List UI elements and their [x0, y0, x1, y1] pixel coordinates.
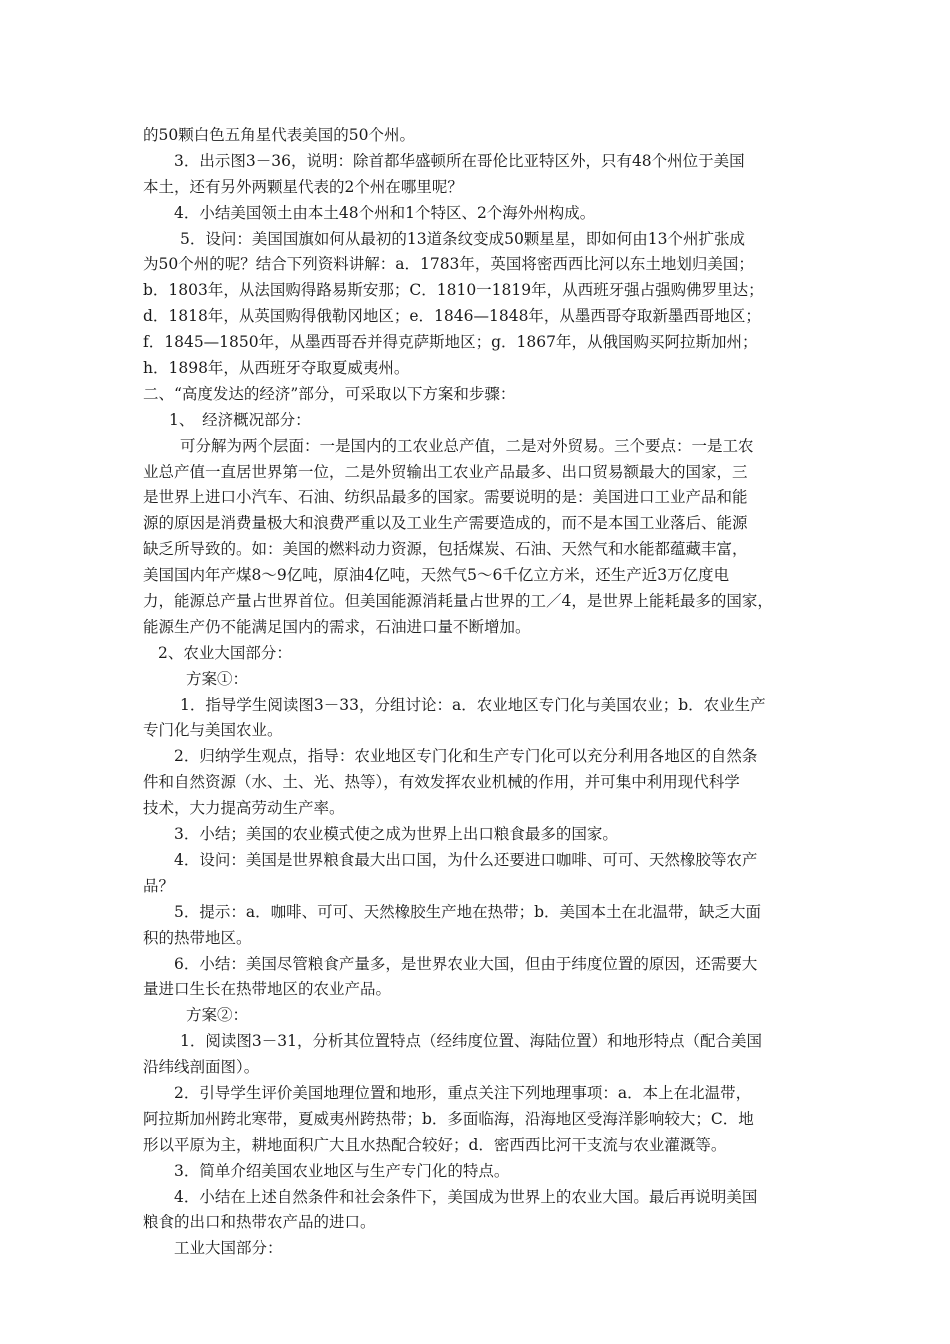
text-line: h．1898年，从西班牙夺取夏威夷州。	[143, 359, 410, 378]
text-line: 源的原因是消费量极大和浪费严重以及工业生产需要造成的，而不是本国工业落后、能源	[143, 514, 748, 533]
text-line: 1．阅读图3－31，分析其位置特点（经纬度位置、海陆位置）和地形特点（配合美国	[180, 1032, 762, 1051]
text-line: 量进口生长在热带地区的农业产品。	[143, 980, 392, 999]
text-line: 方案②：	[186, 1006, 249, 1025]
text-line: 沿纬线剖面图）。	[143, 1058, 260, 1077]
text-line: 2．归纳学生观点，指导：农业地区专门化和生产专门化可以充分利用各地区的自然条	[174, 747, 758, 766]
text-line: 件和自然资源（水、土、光、热等），有效发挥农业机械的作用，并可集中利用现代科学	[143, 773, 740, 792]
text-line: 可分解为两个层面：一是国内的工农业总产值，二是对外贸易。三个要点：一是工农	[180, 436, 754, 455]
text-line: f．1845—1850年，从墨西哥吞并得克萨斯地区；g．1867年，从俄国购买阿拉斯加州；	[143, 333, 758, 352]
text-line: 的50颗白色五角星代表美国的50个州。	[143, 126, 415, 144]
text-line: 能源生产仍不能满足国内的需求，石油进口量不断增加。	[143, 617, 531, 636]
document-body	[143, 123, 823, 1262]
text-line: 专门化与美国农业。	[143, 721, 283, 740]
text-line: 为50个州的呢？结合下列资料讲解：a．1783年，英国将密西西比河以东土地划归美国；	[143, 255, 754, 274]
text-line: 粮食的出口和热带农产品的进口。	[143, 1213, 376, 1232]
text-line: 2、农业大国部分：	[158, 643, 292, 662]
text-line: 方案①：	[186, 669, 249, 688]
text-line: 3．小结；美国的农业模式使之成为世界上出口粮食最多的国家。	[174, 825, 618, 844]
text-line: 力，能源总产量占世界首位。但美国能源消耗量占世界的工／4，是世界上能耗最多的国家，	[143, 592, 773, 611]
text-line: 缺乏所导致的。如：美国的燃料动力资源，包括煤炭、石油、天然气和水能都蕴藏丰富，	[143, 540, 748, 559]
text-line: 4．设问：美国是世界粮食最大出口国，为什么还要进口咖啡、可可、天然橡胶等农产	[174, 850, 758, 869]
text-line: 二、“高度发达的经济”部分，可采取以下方案和步骤：	[143, 384, 516, 403]
text-line: b．1803年，从法国购得路易斯安那；C．1810一1819年，从西班牙强占强购佛罗里达；	[143, 281, 764, 300]
text-line: 品？	[143, 876, 175, 895]
text-line: 5．设问：美国国旗如何从最初的13道条纹变成50颗星星，即如何由13个州扩张成	[180, 229, 746, 248]
text-line: 3．简单介绍美国农业地区与生产专门化的特点。	[174, 1161, 510, 1180]
text-line: 本土，还有另外两颗星代表的2个州在哪里呢？	[143, 177, 463, 196]
text-line: 是世界上进口小汽车、石油、纺织品最多的国家。需要说明的是：美国进口工业产品和能	[143, 488, 748, 507]
text-line: 阿拉斯加州跨北寒带，夏威夷州跨热带；b．多面临海，沿海地区受海洋影响较大；C．地	[143, 1109, 754, 1128]
text-line: 积的热带地区。	[143, 928, 252, 947]
text-line: 2．引导学生评价美国地理位置和地形，重点关注下列地理事项：a．本上在北温带，	[174, 1083, 752, 1102]
text-line: 3．出示图3－36，说明：除首都华盛顿所在哥伦比亚特区外，只有48个州位于美国	[174, 151, 745, 170]
text-line: 技术，大力提高劳动生产率。	[143, 799, 345, 818]
text-line: 工业大国部分：	[174, 1239, 283, 1258]
text-line: 4．小结在上述自然条件和社会条件下，美国成为世界上的农业大国。最后再说明美国	[174, 1187, 758, 1206]
text-line: 5．提示：a．咖啡、可可、天然橡胶生产地在热带；b．美国本土在北温带，缺乏大面	[174, 902, 762, 921]
text-line: 1．指导学生阅读图3－33，分组讨论：a．农业地区专门化与美国农业；b．农业生产	[180, 695, 766, 714]
text-line: 业总产值一直居世界第一位，二是外贸输出工农业产品最多、出口贸易额最大的国家，三	[143, 462, 748, 481]
text-line: d．1818年，从英国购得俄勒冈地区；e．1846—1848年，从墨西哥夺取新墨西哥地区；	[143, 307, 761, 326]
text-line: 6．小结：美国尽管粮食产量多，是世界农业大国，但由于纬度位置的原因，还需要大	[174, 954, 758, 973]
text-line: 美国国内年产煤8～9亿吨，原油4亿吨，天然气5～6千亿立方米，还生产近3万亿度电	[143, 566, 730, 585]
text-line: 形以平原为主，耕地面积广大且水热配合较好；d．密西西比河干支流与农业灌溉等。	[143, 1135, 727, 1154]
text-line: 4．小结美国领土由本土48个州和1个特区、2个海外州构成。	[174, 203, 596, 222]
text-line: 1、 经济概况部分：	[169, 410, 311, 429]
